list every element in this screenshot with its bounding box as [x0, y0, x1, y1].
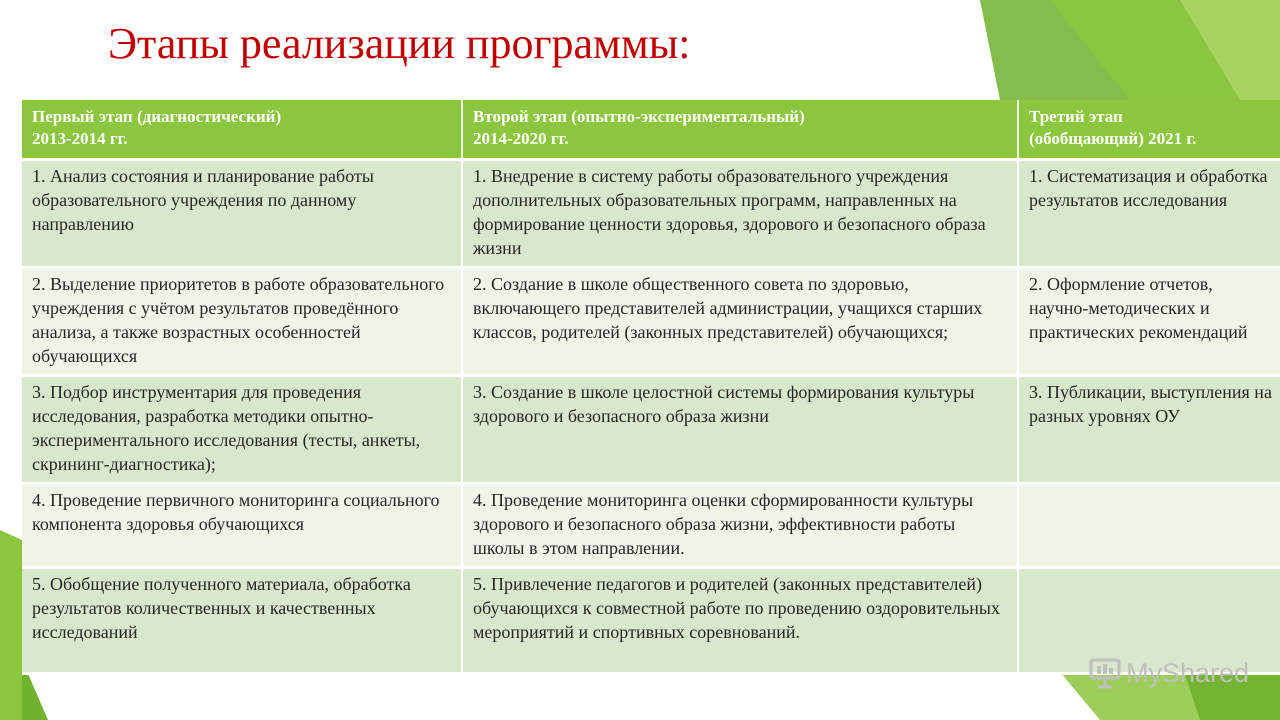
- table-cell: [1018, 484, 1280, 568]
- header-stage-2: [462, 100, 1018, 160]
- table-header-row: [22, 100, 1280, 160]
- table-cell: 4. Проведение мониторинга оценки сформированности культуры здорового и безопасного образа жизни, эффективности работы школы в этом направлении.: [462, 484, 1018, 568]
- table-cell: 2. Создание в школе общественного совета по здоровью, включающего представителей администрации, учащихся старших классов, родителей (законных представителей) обучающихся;: [462, 268, 1018, 376]
- header-stage-2-years: 2014-2020 гг.: [473, 129, 569, 148]
- table-row: [22, 376, 1280, 484]
- table-cell: 2. Выделение приоритетов в работе образовательного учреждения с учётом результатов проведённого анализа, а также возрастных особенностей обучающихся: [22, 268, 462, 376]
- header-stage-2-name: Второй этап (опытно-экспериментальный): [473, 107, 805, 126]
- watermark: [1088, 656, 1249, 690]
- table-cell: 5. Привлечение педагогов и родителей (законных представителей) обучающихся к совместной работе по проведению оздоровительных мероприятий и спортивных соревнований.: [462, 568, 1018, 674]
- stages-table: [22, 100, 1280, 675]
- watermark-text: MyShared: [1126, 657, 1250, 688]
- header-stage-3-years: (обобщающий) 2021 г.: [1029, 129, 1197, 148]
- header-stage-3: [1018, 100, 1280, 160]
- table-cell: 3. Публикации, выступления на разных уровнях ОУ: [1018, 376, 1280, 484]
- table-cell: 4. Проведение первичного мониторинга социального компонента здоровья обучающихся: [22, 484, 462, 568]
- table-cell: 1. Систематизация и обработка результатов исследования: [1018, 160, 1280, 268]
- header-stage-1: [22, 100, 462, 160]
- table-cell: 2. Оформление отчетов, научно-методических и практических рекомендаций: [1018, 268, 1280, 376]
- table-cell: 5. Обобщение полученного материала, обработка результатов количественных и качественных исследований: [22, 568, 462, 674]
- table-row: [22, 268, 1280, 376]
- header-stage-3-name: Третий этап: [1029, 107, 1123, 126]
- presentation-board-icon: [1088, 656, 1122, 690]
- slide-title: Этапы реализации программы:: [108, 19, 691, 68]
- table-row: [22, 484, 1280, 568]
- table-cell: 1. Анализ состояния и планирование работы образовательного учреждения по данному направлению: [22, 160, 462, 268]
- table-cell: 1. Внедрение в систему работы образовательного учреждения дополнительных образовательных программ, направленных на формирование ценности здоровья, здорового и безопасного образа жизни: [462, 160, 1018, 268]
- table-cell: 3. Подбор инструментария для проведения исследования, разработка методики опытно-экспериментального исследования (тесты, анкеты, скрининг-диагностика);: [22, 376, 462, 484]
- header-stage-1-name: Первый этап (диагностический): [32, 107, 282, 126]
- table-row: [22, 160, 1280, 268]
- table-cell: 3. Создание в школе целостной системы формирования культуры здорового и безопасного образа жизни: [462, 376, 1018, 484]
- header-stage-1-years: 2013-2014 гг.: [32, 129, 128, 148]
